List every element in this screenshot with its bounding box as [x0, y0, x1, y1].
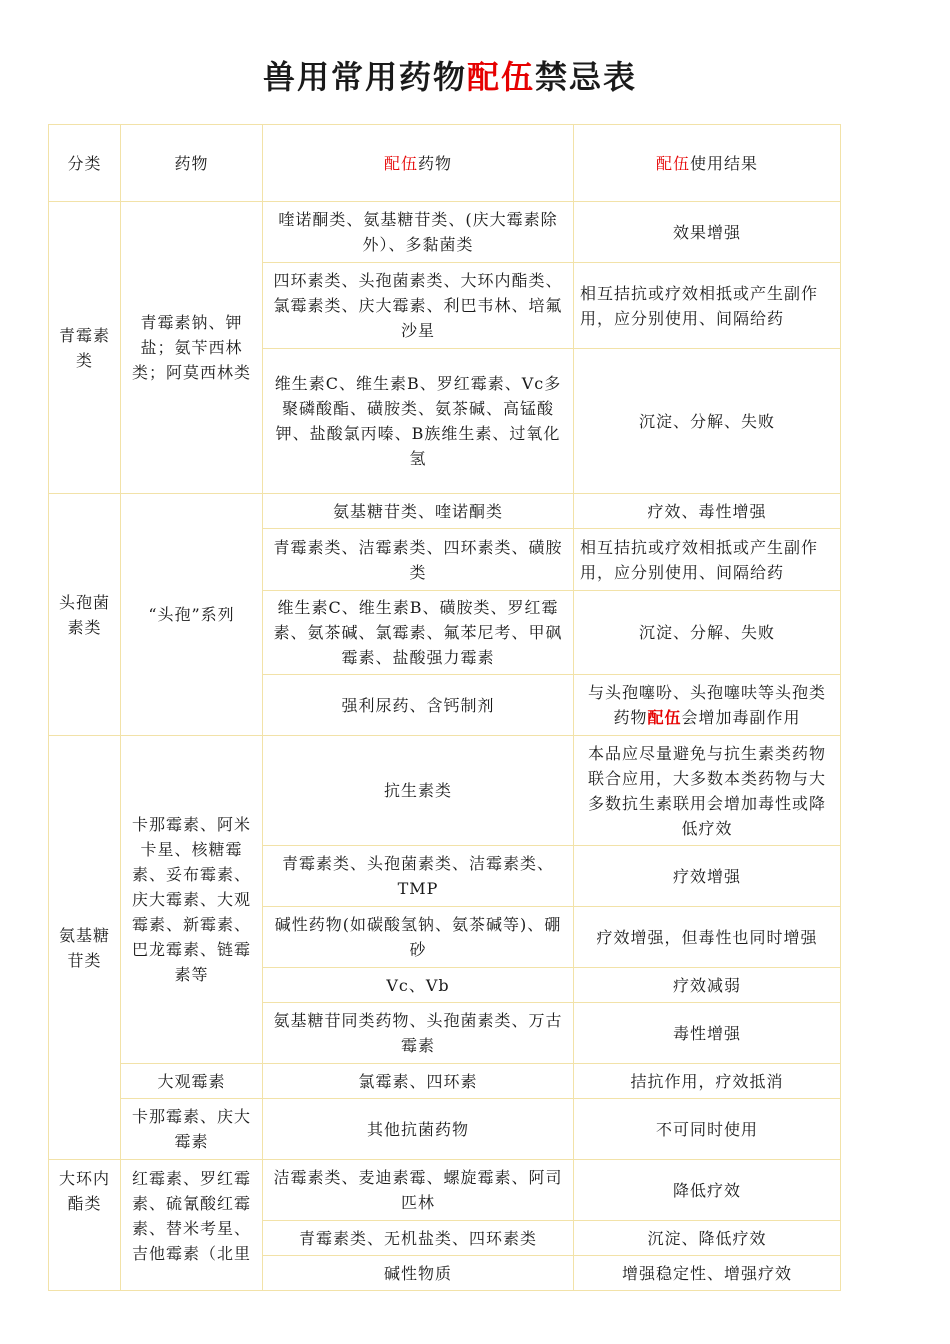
result-cell: 疗效、毒性增强 [574, 494, 841, 529]
compat-cell: 碱性物质 [263, 1256, 574, 1291]
compat-cell: 氨基糖苷同类药物、头孢菌素类、万古霉素 [263, 1003, 574, 1064]
result-cell: 沉淀、降低疗效 [574, 1221, 841, 1256]
title-tail: 禁忌表 [535, 58, 638, 96]
result-cell: 相互拮抗或疗效相抵或产生副作用，应分别使用、间隔给药 [574, 529, 841, 591]
drug-cell: 卡那霉素、阿米卡星、核糖霉素、妥布霉素、庆大霉素、大观霉素、新霉素、巴龙霉素、链霉素等 [121, 736, 263, 1064]
result-cell: 本品应尽量避免与抗生素类药物联合应用，大多数本类药物与大多数抗生素联用会增加毒性或降低疗效 [574, 736, 841, 846]
compat-cell: Vc、Vb [263, 968, 574, 1003]
header-category: 分类 [49, 125, 121, 202]
category-cell: 青霉素类 [49, 202, 121, 494]
header-row [49, 125, 841, 202]
header-drug: 药物 [121, 125, 263, 202]
result-cell: 相互拮抗或疗效相抵或产生副作用，应分别使用、间隔给药 [574, 263, 841, 349]
compat-cell: 强利尿药、含钙制剂 [263, 675, 574, 736]
drug-cell: 卡那霉素、庆大霉素 [121, 1099, 263, 1160]
result-cell: 沉淀、分解、失败 [574, 349, 841, 494]
compat-cell: 氯霉素、四环素 [263, 1064, 574, 1099]
result-cell: 疗效减弱 [574, 968, 841, 1003]
compat-cell: 四环素类、头孢菌素类、大环内酯类、氯霉素类、庆大霉素、利巴韦林、培氟沙星 [263, 263, 574, 349]
title-main: 兽用常用药物 [262, 58, 467, 96]
compat-cell: 维生素C、维生素B、罗红霉素、Vc多聚磷酸酯、磺胺类、氨茶碱、高锰酸钾、盐酸氯丙嗪、B族维生素、过氧化氢 [263, 349, 574, 494]
table-row [49, 494, 841, 529]
compat-cell: 青霉素类、洁霉素类、四环素类、磺胺类 [263, 529, 574, 591]
page-title [0, 52, 900, 98]
drug-cell: 大观霉素 [121, 1064, 263, 1099]
result-cell: 毒性增强 [574, 1003, 841, 1064]
compat-cell: 碱性药物(如碳酸氢钠、氨茶碱等)、硼砂 [263, 907, 574, 968]
result-cell: 不可同时使用 [574, 1099, 841, 1160]
header-compat: 配伍药物 [263, 125, 574, 202]
category-cell: 大环内酯类 [49, 1160, 121, 1291]
compat-cell: 抗生素类 [263, 736, 574, 846]
result-cell: 拮抗作用，疗效抵消 [574, 1064, 841, 1099]
result-cell: 疗效增强 [574, 846, 841, 907]
result-cell: 疗效增强，但毒性也同时增强 [574, 907, 841, 968]
compat-cell: 氨基糖苷类、喹诺酮类 [263, 494, 574, 529]
compatibility-table [48, 124, 841, 1291]
result-cell: 沉淀、分解、失败 [574, 591, 841, 675]
table-row [49, 1160, 841, 1221]
table-row [49, 202, 841, 263]
compat-cell: 青霉素类、头孢菌素类、洁霉素类、TMP [263, 846, 574, 907]
compat-cell: 喹诺酮类、氨基糖苷类、(庆大霉素除外）、多黏菌类 [263, 202, 574, 263]
compat-cell: 其他抗菌药物 [263, 1099, 574, 1160]
table-row [49, 736, 841, 846]
compat-cell: 维生素C、维生素B、磺胺类、罗红霉素、氨茶碱、氯霉素、氟苯尼考、甲砜霉素、盐酸强力霉素 [263, 591, 574, 675]
compat-cell: 洁霉素类、麦迪素霉、螺旋霉素、阿司匹林 [263, 1160, 574, 1221]
category-cell: 头孢菌素类 [49, 494, 121, 736]
drug-cell: 青霉素钠、钾盐；氨苄西林类；阿莫西林类 [121, 202, 263, 494]
result-cell: 与头孢噻吩、头孢噻呋等头孢类药物配伍会增加毒副作用 [574, 675, 841, 736]
compat-cell: 青霉素类、无机盐类、四环素类 [263, 1221, 574, 1256]
drug-cell: 红霉素、罗红霉素、硫氰酸红霉素、替米考星、吉他霉素（北里 [121, 1160, 263, 1291]
title-highlight: 配伍 [466, 58, 535, 96]
category-cell: 氨基糖苷类 [49, 736, 121, 1160]
result-cell: 降低疗效 [574, 1160, 841, 1221]
table-row [49, 1099, 841, 1160]
result-cell: 效果增强 [574, 202, 841, 263]
result-cell: 增强稳定性、增强疗效 [574, 1256, 841, 1291]
table-row [49, 1064, 841, 1099]
drug-cell: “头孢”系列 [121, 494, 263, 736]
header-result: 配伍使用结果 [574, 125, 841, 202]
